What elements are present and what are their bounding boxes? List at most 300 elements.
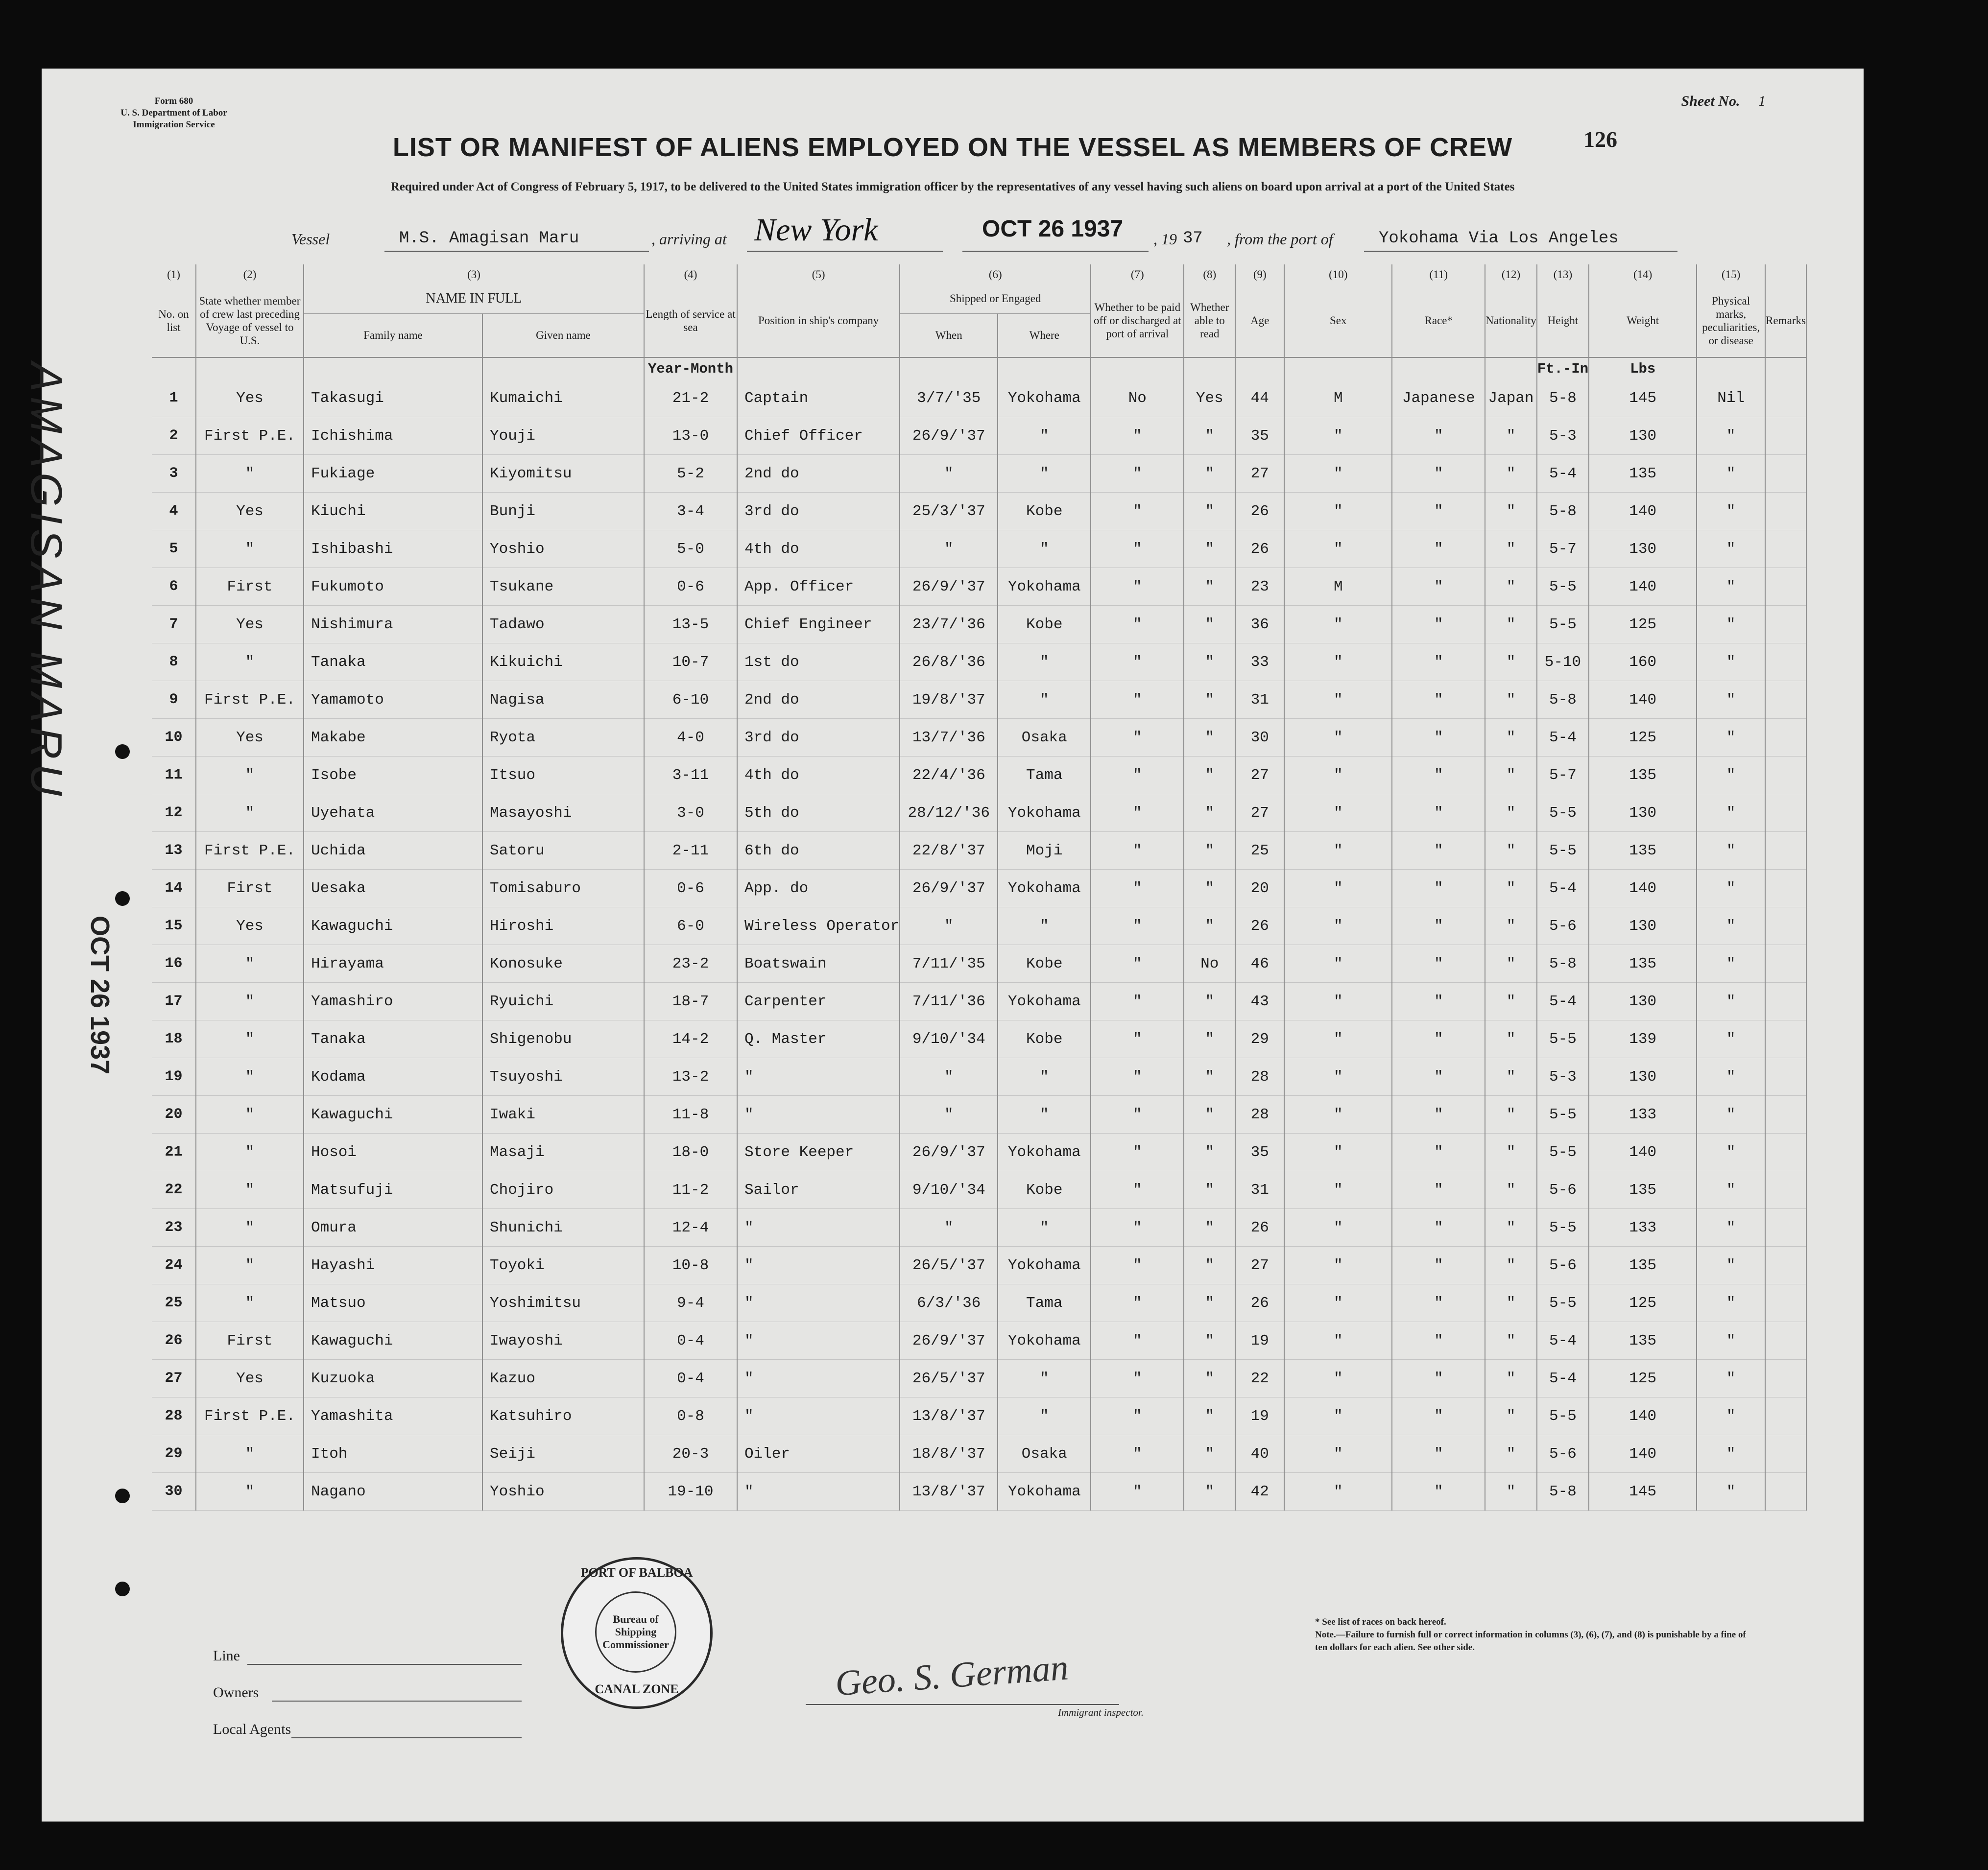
cell-nationality: " — [1485, 1171, 1536, 1209]
cell-position: 2nd do — [737, 681, 900, 719]
cell-race: " — [1392, 417, 1485, 455]
cell-nationality: " — [1485, 681, 1536, 719]
cell-physical-marks: " — [1697, 417, 1765, 455]
cell-given-name: Satoru — [482, 832, 644, 870]
table-row — [152, 1096, 1806, 1134]
cell-remarks — [1765, 832, 1806, 870]
page-title: LIST OR MANIFEST OF ALIENS EMPLOYED ON THE VESSEL AS MEMBERS OF CREW — [392, 133, 1513, 162]
cell-position: " — [737, 1360, 900, 1397]
table-row — [152, 1322, 1806, 1360]
cell-shipped-when: " — [900, 907, 998, 945]
cell-age: 27 — [1235, 794, 1284, 832]
cell-paid-off: " — [1091, 945, 1184, 983]
col-nationality-header: Nationality — [1485, 284, 1536, 357]
cell-age: 26 — [1235, 1284, 1284, 1322]
cell-row-number: 26 — [152, 1322, 196, 1360]
cell-sex: " — [1284, 907, 1392, 945]
cell-able-to-read: " — [1184, 681, 1235, 719]
table-row — [152, 907, 1806, 945]
cell-shipped-where: Yokohama — [998, 379, 1091, 417]
cell-row-number: 10 — [152, 719, 196, 757]
cell-family-name: Nishimura — [304, 606, 482, 643]
cell-able-to-read: " — [1184, 1322, 1235, 1360]
cell-weight: 135 — [1589, 1171, 1697, 1209]
crew-rows — [152, 379, 1806, 1511]
cell-family-name: Takasugi — [304, 379, 482, 417]
cell-age: 42 — [1235, 1473, 1284, 1511]
cell-shipped-when: 26/9/'37 — [900, 417, 998, 455]
cell-nationality: " — [1485, 832, 1536, 870]
col-no-header: No. on list — [152, 284, 196, 357]
cell-paid-off: " — [1091, 1397, 1184, 1435]
col-number: (12) — [1485, 264, 1536, 284]
cell-race: " — [1392, 568, 1485, 606]
cell-family-name: Tanaka — [304, 1020, 482, 1058]
from-underline — [1364, 251, 1677, 252]
cell-remarks — [1765, 1322, 1806, 1360]
cell-previous-voyage: First — [196, 568, 304, 606]
manifest-sheet — [22, 69, 1864, 1822]
cell-previous-voyage: First P.E. — [196, 832, 304, 870]
cell-row-number: 16 — [152, 945, 196, 983]
col-number: (8) — [1184, 264, 1235, 284]
table-row — [152, 417, 1806, 455]
cell-length-of-service: 11-2 — [644, 1171, 737, 1209]
cell-weight: 135 — [1589, 757, 1697, 794]
table-row — [152, 379, 1806, 417]
cell-height: 5-8 — [1537, 945, 1589, 983]
cell-remarks — [1765, 379, 1806, 417]
cell-weight: 130 — [1589, 417, 1697, 455]
cell-family-name: Tanaka — [304, 643, 482, 681]
cell-position: Chief Engineer — [737, 606, 900, 643]
cell-physical-marks: " — [1697, 606, 1765, 643]
cell-sex: " — [1284, 681, 1392, 719]
cell-position: Q. Master — [737, 1020, 900, 1058]
cell-able-to-read: " — [1184, 1058, 1235, 1096]
cell-weight: 140 — [1589, 1397, 1697, 1435]
cell-family-name: Yamashiro — [304, 983, 482, 1020]
cell-able-to-read: " — [1184, 643, 1235, 681]
cell-remarks — [1765, 907, 1806, 945]
column-number-row — [152, 264, 1806, 284]
cell-shipped-when: 13/8/'37 — [900, 1473, 998, 1511]
cell-paid-off: " — [1091, 1020, 1184, 1058]
cell-weight: 135 — [1589, 1247, 1697, 1284]
cell-paid-off: No — [1091, 379, 1184, 417]
cell-remarks — [1765, 870, 1806, 907]
cell-given-name: Konosuke — [482, 945, 644, 983]
cell-family-name: Fukiage — [304, 455, 482, 493]
cell-previous-voyage: " — [196, 1134, 304, 1171]
cell-paid-off: " — [1091, 832, 1184, 870]
cell-able-to-read: " — [1184, 1360, 1235, 1397]
cell-nationality: " — [1485, 983, 1536, 1020]
cell-height: 5-5 — [1537, 794, 1589, 832]
cell-age: 46 — [1235, 945, 1284, 983]
cell-remarks — [1765, 1020, 1806, 1058]
seal-ring-bottom: CANAL ZONE — [595, 1682, 679, 1696]
arriving-port: New York — [754, 212, 878, 248]
cell-position: Captain — [737, 379, 900, 417]
cell-previous-voyage: " — [196, 757, 304, 794]
cell-sex: " — [1284, 493, 1392, 530]
cell-height: 5-5 — [1537, 1397, 1589, 1435]
cell-race: " — [1392, 1435, 1485, 1473]
cell-row-number: 28 — [152, 1397, 196, 1435]
cell-row-number: 4 — [152, 493, 196, 530]
cell-age: 36 — [1235, 606, 1284, 643]
cell-shipped-when: 26/9/'37 — [900, 568, 998, 606]
cell-family-name: Uesaka — [304, 870, 482, 907]
binding-hole — [115, 1582, 130, 1596]
cell-height: 5-7 — [1537, 530, 1589, 568]
cell-physical-marks: " — [1697, 1284, 1765, 1322]
sheet-number-value: 1 — [1758, 93, 1766, 109]
cell-shipped-where: " — [998, 1360, 1091, 1397]
col-shipped-header: Shipped or Engaged — [900, 284, 1091, 313]
cell-length-of-service: 5-2 — [644, 455, 737, 493]
cell-length-of-service: 10-7 — [644, 643, 737, 681]
cell-sex: " — [1284, 606, 1392, 643]
cell-race: " — [1392, 1473, 1485, 1511]
col-sex-header: Sex — [1284, 284, 1392, 357]
cell-weight: 139 — [1589, 1020, 1697, 1058]
cell-physical-marks: " — [1697, 1020, 1765, 1058]
cell-previous-voyage: Yes — [196, 719, 304, 757]
cell-nationality: " — [1485, 568, 1536, 606]
cell-given-name: Ryota — [482, 719, 644, 757]
cell-length-of-service: 3-4 — [644, 493, 737, 530]
cell-height: 5-5 — [1537, 832, 1589, 870]
cell-position: " — [737, 1209, 900, 1247]
cell-nationality: " — [1485, 643, 1536, 681]
cell-paid-off: " — [1091, 1134, 1184, 1171]
cell-position: 5th do — [737, 794, 900, 832]
cell-position: Wireless Operator — [737, 907, 900, 945]
page-subtitle: Required under Act of Congress of February 5, 1917, to be delivered to the United States immigration officer by the representatives of any vessel having such aliens on board upon arrival at a port of the United States — [390, 180, 1515, 193]
cell-shipped-when: " — [900, 1058, 998, 1096]
col-where-header: Where — [998, 313, 1091, 357]
table-row — [152, 794, 1806, 832]
cell-height: 5-8 — [1537, 379, 1589, 417]
cell-weight: 145 — [1589, 1473, 1697, 1511]
cell-sex: " — [1284, 983, 1392, 1020]
cell-weight: 135 — [1589, 832, 1697, 870]
cell-remarks — [1765, 1058, 1806, 1096]
cell-able-to-read: " — [1184, 1209, 1235, 1247]
col-remarks-header: Remarks — [1765, 284, 1806, 357]
cell-shipped-when: 9/10/'34 — [900, 1020, 998, 1058]
cell-shipped-when: 26/8/'36 — [900, 643, 998, 681]
cell-paid-off: " — [1091, 1322, 1184, 1360]
cell-weight: 125 — [1589, 1284, 1697, 1322]
cell-paid-off: " — [1091, 983, 1184, 1020]
cell-height: 5-4 — [1537, 870, 1589, 907]
cell-sex: " — [1284, 1171, 1392, 1209]
cell-able-to-read: " — [1184, 530, 1235, 568]
cell-physical-marks: " — [1697, 1058, 1765, 1096]
cell-physical-marks: " — [1697, 945, 1765, 983]
cell-sex: " — [1284, 1360, 1392, 1397]
cell-position: Sailor — [737, 1171, 900, 1209]
cell-age: 43 — [1235, 983, 1284, 1020]
cell-able-to-read: No — [1184, 945, 1235, 983]
cell-shipped-when: 7/11/'35 — [900, 945, 998, 983]
cell-remarks — [1765, 417, 1806, 455]
cell-sex: " — [1284, 1284, 1392, 1322]
cell-family-name: Yamamoto — [304, 681, 482, 719]
cell-age: 20 — [1235, 870, 1284, 907]
cell-physical-marks: " — [1697, 794, 1765, 832]
year-value: 37 — [1183, 229, 1203, 248]
cell-age: 31 — [1235, 681, 1284, 719]
cell-position: 4th do — [737, 530, 900, 568]
cell-sex: " — [1284, 1322, 1392, 1360]
cell-race: " — [1392, 983, 1485, 1020]
cell-position: 3rd do — [737, 719, 900, 757]
cell-length-of-service: 9-4 — [644, 1284, 737, 1322]
cell-given-name: Hiroshi — [482, 907, 644, 945]
cell-given-name: Nagisa — [482, 681, 644, 719]
cell-length-of-service: 3-0 — [644, 794, 737, 832]
col-name-header: NAME IN FULL — [304, 284, 644, 313]
cell-length-of-service: 18-0 — [644, 1134, 737, 1171]
cell-physical-marks: " — [1697, 870, 1765, 907]
cell-nationality: " — [1485, 1284, 1536, 1322]
race-note: * See list of races on back hereof. — [1315, 1617, 1446, 1627]
form-header-block — [100, 95, 247, 131]
cell-row-number: 2 — [152, 417, 196, 455]
cell-previous-voyage: " — [196, 1247, 304, 1284]
cell-race: " — [1392, 794, 1485, 832]
cell-given-name: Kikuichi — [482, 643, 644, 681]
cell-age: 27 — [1235, 1247, 1284, 1284]
cell-race: " — [1392, 493, 1485, 530]
cell-paid-off: " — [1091, 493, 1184, 530]
cell-nationality: " — [1485, 1134, 1536, 1171]
cell-height: 5-4 — [1537, 1360, 1589, 1397]
cell-given-name: Iwaki — [482, 1096, 644, 1134]
col-read-header: Whether able to read — [1184, 284, 1235, 357]
cell-length-of-service: 6-0 — [644, 907, 737, 945]
cell-shipped-where: Yokohama — [998, 870, 1091, 907]
cell-paid-off: " — [1091, 794, 1184, 832]
cell-race: " — [1392, 530, 1485, 568]
cell-length-of-service: 0-4 — [644, 1322, 737, 1360]
port-of-balboa-seal — [561, 1557, 713, 1709]
cell-length-of-service: 0-6 — [644, 870, 737, 907]
cell-previous-voyage: " — [196, 1171, 304, 1209]
manifest-number: 126 — [1583, 127, 1617, 152]
cell-age: 26 — [1235, 1209, 1284, 1247]
col-family-name-header: Family name — [304, 313, 482, 357]
cell-shipped-where: Osaka — [998, 1435, 1091, 1473]
cell-physical-marks: " — [1697, 1397, 1765, 1435]
cell-race: " — [1392, 1247, 1485, 1284]
cell-given-name: Itsuo — [482, 757, 644, 794]
cell-height: 5-5 — [1537, 568, 1589, 606]
cell-position: " — [737, 1058, 900, 1096]
vessel-underline — [384, 251, 649, 252]
cell-able-to-read: " — [1184, 1284, 1235, 1322]
cell-previous-voyage: " — [196, 1284, 304, 1322]
footnotes — [1315, 1616, 1756, 1654]
cell-height: 5-7 — [1537, 757, 1589, 794]
table-row — [152, 1473, 1806, 1511]
cell-remarks — [1765, 1473, 1806, 1511]
cell-remarks — [1765, 1171, 1806, 1209]
cell-race: " — [1392, 832, 1485, 870]
cell-previous-voyage: " — [196, 643, 304, 681]
cell-age: 28 — [1235, 1096, 1284, 1134]
cell-remarks — [1765, 757, 1806, 794]
cell-height: 5-5 — [1537, 606, 1589, 643]
binding-hole — [115, 1489, 130, 1503]
cell-physical-marks: " — [1697, 1171, 1765, 1209]
cell-race: " — [1392, 643, 1485, 681]
col-number: (4) — [644, 264, 737, 284]
cell-physical-marks: " — [1697, 832, 1765, 870]
cell-row-number: 30 — [152, 1473, 196, 1511]
cell-previous-voyage: Yes — [196, 493, 304, 530]
table-row — [152, 983, 1806, 1020]
cell-family-name: Kiuchi — [304, 493, 482, 530]
cell-row-number: 7 — [152, 606, 196, 643]
table-row — [152, 681, 1806, 719]
cell-physical-marks: " — [1697, 455, 1765, 493]
cell-row-number: 27 — [152, 1360, 196, 1397]
cell-able-to-read: " — [1184, 568, 1235, 606]
cell-age: 27 — [1235, 455, 1284, 493]
cell-remarks — [1765, 1360, 1806, 1397]
cell-age: 31 — [1235, 1171, 1284, 1209]
cell-position: App. Officer — [737, 568, 900, 606]
cell-weight: 130 — [1589, 1058, 1697, 1096]
cell-race: " — [1392, 907, 1485, 945]
cell-previous-voyage: " — [196, 1020, 304, 1058]
cell-physical-marks: " — [1697, 681, 1765, 719]
cell-physical-marks: " — [1697, 643, 1765, 681]
col-number: (5) — [737, 264, 900, 284]
units-row — [152, 357, 1806, 379]
cell-paid-off: " — [1091, 907, 1184, 945]
cell-age: 26 — [1235, 530, 1284, 568]
cell-shipped-when: 9/10/'34 — [900, 1171, 998, 1209]
cell-row-number: 24 — [152, 1247, 196, 1284]
cell-given-name: Tsuyoshi — [482, 1058, 644, 1096]
cell-previous-voyage: Yes — [196, 907, 304, 945]
table-row — [152, 1209, 1806, 1247]
cell-length-of-service: 0-8 — [644, 1397, 737, 1435]
table-row — [152, 719, 1806, 757]
cell-given-name: Tomisaburo — [482, 870, 644, 907]
col-number: (9) — [1235, 264, 1284, 284]
cell-weight: 133 — [1589, 1096, 1697, 1134]
cell-given-name: Kiyomitsu — [482, 455, 644, 493]
cell-row-number: 6 — [152, 568, 196, 606]
cell-given-name: Masayoshi — [482, 794, 644, 832]
cell-paid-off: " — [1091, 1284, 1184, 1322]
cell-given-name: Yoshio — [482, 1473, 644, 1511]
cell-position: " — [737, 1473, 900, 1511]
crew-table — [152, 264, 1807, 1511]
cell-remarks — [1765, 643, 1806, 681]
vessel-name: M.S. Amagisan Maru — [399, 229, 579, 248]
cell-weight: 125 — [1589, 719, 1697, 757]
col-age-header: Age — [1235, 284, 1284, 357]
cell-age: 44 — [1235, 379, 1284, 417]
cell-row-number: 17 — [152, 983, 196, 1020]
cell-shipped-where: Kobe — [998, 945, 1091, 983]
cell-sex: " — [1284, 945, 1392, 983]
cell-shipped-where: " — [998, 417, 1091, 455]
cell-able-to-read: " — [1184, 1473, 1235, 1511]
vessel-label: Vessel — [291, 230, 330, 248]
cell-given-name: Yoshio — [482, 530, 644, 568]
cell-age: 35 — [1235, 417, 1284, 455]
cell-able-to-read: " — [1184, 870, 1235, 907]
unit-height: Ft.-In — [1537, 357, 1589, 379]
cell-remarks — [1765, 530, 1806, 568]
department: U. S. Department of Labor — [120, 108, 227, 118]
cell-given-name: Bunji — [482, 493, 644, 530]
cell-sex: " — [1284, 1435, 1392, 1473]
cell-sex: " — [1284, 1209, 1392, 1247]
cell-sex: " — [1284, 417, 1392, 455]
cell-height: 5-5 — [1537, 1134, 1589, 1171]
table-row — [152, 832, 1806, 870]
cell-sex: " — [1284, 794, 1392, 832]
from-port: Yokohama Via Los Angeles — [1379, 229, 1619, 248]
cell-height: 5-8 — [1537, 681, 1589, 719]
table-row — [152, 1058, 1806, 1096]
cell-remarks — [1765, 945, 1806, 983]
cell-weight: 133 — [1589, 1209, 1697, 1247]
cell-remarks — [1765, 493, 1806, 530]
owners-underline — [272, 1701, 522, 1702]
cell-able-to-read: " — [1184, 493, 1235, 530]
cell-physical-marks: " — [1697, 1473, 1765, 1511]
arrival-date-stamp: OCT 26 1937 — [982, 216, 1124, 242]
cell-row-number: 29 — [152, 1435, 196, 1473]
cell-nationality: Japan — [1485, 379, 1536, 417]
cell-row-number: 18 — [152, 1020, 196, 1058]
cell-race: " — [1392, 757, 1485, 794]
cell-age: 26 — [1235, 907, 1284, 945]
col-number: (1) — [152, 264, 196, 284]
cell-length-of-service: 0-4 — [644, 1360, 737, 1397]
cell-position: App. do — [737, 870, 900, 907]
table-row — [152, 1171, 1806, 1209]
cell-race: " — [1392, 1397, 1485, 1435]
cell-race: " — [1392, 1096, 1485, 1134]
cell-weight: 140 — [1589, 493, 1697, 530]
cell-able-to-read: " — [1184, 1247, 1235, 1284]
cell-family-name: Uchida — [304, 832, 482, 870]
cell-weight: 140 — [1589, 1435, 1697, 1473]
cell-sex: " — [1284, 1096, 1392, 1134]
cell-race: " — [1392, 719, 1485, 757]
cell-age: 23 — [1235, 568, 1284, 606]
cell-paid-off: " — [1091, 1360, 1184, 1397]
date-underline — [962, 251, 1149, 252]
cell-shipped-where: Yokohama — [998, 1134, 1091, 1171]
cell-able-to-read: " — [1184, 1171, 1235, 1209]
cell-shipped-when: 13/7/'36 — [900, 719, 998, 757]
cell-shipped-when: 26/9/'37 — [900, 870, 998, 907]
cell-physical-marks: " — [1697, 907, 1765, 945]
